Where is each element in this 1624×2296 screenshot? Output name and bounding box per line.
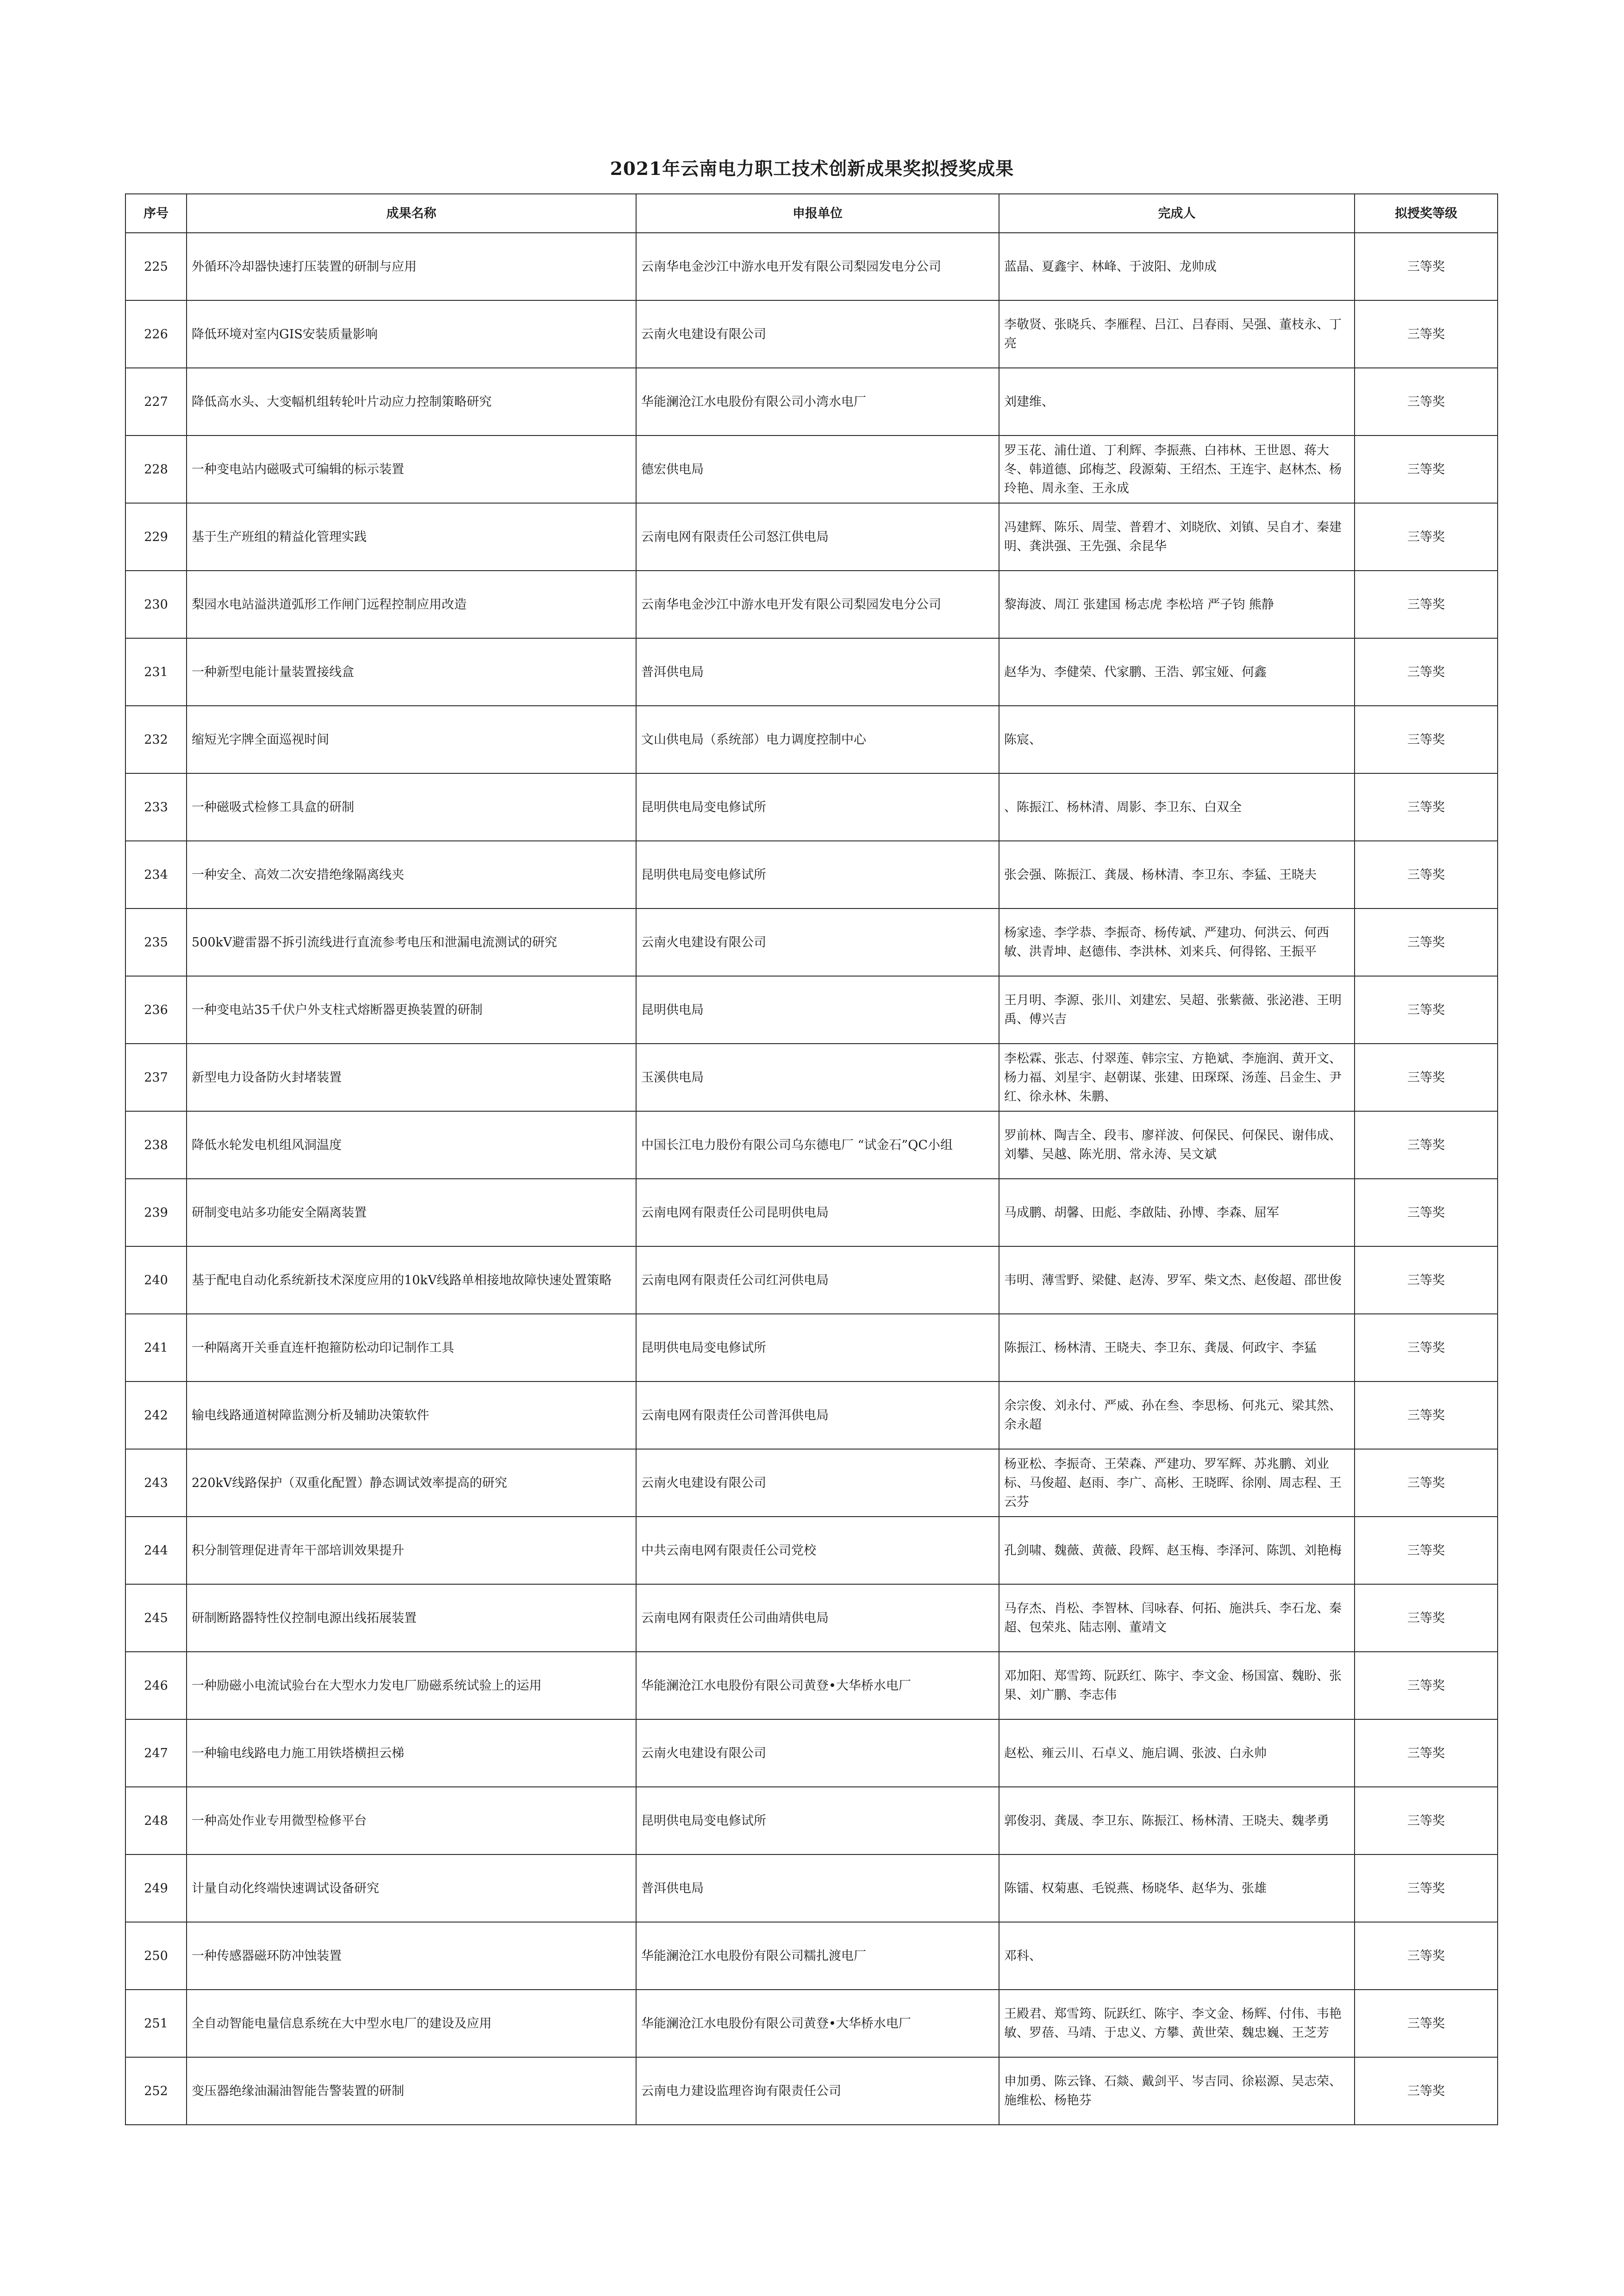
- cell-people: 陈宸、: [999, 706, 1355, 773]
- cell-people: 余宗俊、刘永付、严威、孙在叁、李思杨、何兆元、梁其然、余永超: [999, 1381, 1355, 1449]
- cell-no: 244: [125, 1517, 187, 1584]
- cell-unit: 云南电网有限责任公司曲靖供电局: [636, 1584, 999, 1652]
- cell-level: 三等奖: [1355, 1922, 1498, 1990]
- cell-people: 王月明、李源、张川、刘建宏、吴超、张紫薇、张泌港、王明禹、傅兴吉: [999, 976, 1355, 1044]
- cell-unit: 云南火电建设有限公司: [636, 908, 999, 976]
- cell-level: 三等奖: [1355, 1044, 1498, 1111]
- cell-no: 241: [125, 1314, 187, 1381]
- cell-no: 229: [125, 503, 187, 571]
- table-row: [125, 706, 1498, 773]
- cell-level: 三等奖: [1355, 1179, 1498, 1246]
- cell-people: 蓝晶、夏鑫宇、林峰、于波阳、龙帅成: [999, 233, 1355, 300]
- cell-name: 一种高处作业专用微型检修平台: [187, 1787, 636, 1854]
- table-row: [125, 1854, 1498, 1922]
- cell-unit: 云南华电金沙江中游水电开发有限公司梨园发电分公司: [636, 571, 999, 638]
- cell-name: 一种励磁小电流试验台在大型水力发电厂励磁系统试验上的运用: [187, 1652, 636, 1719]
- cell-unit: 昆明供电局: [636, 976, 999, 1044]
- table-row: [125, 976, 1498, 1044]
- cell-unit: 云南电网有限责任公司昆明供电局: [636, 1179, 999, 1246]
- table-row: [125, 1652, 1498, 1719]
- cell-no: 230: [125, 571, 187, 638]
- cell-level: 三等奖: [1355, 300, 1498, 368]
- cell-name: 全自动智能电量信息系统在大中型水电厂的建设及应用: [187, 1990, 636, 2057]
- table-row: [125, 1179, 1498, 1246]
- table-row: [125, 2057, 1498, 2125]
- cell-name: 一种安全、高效二次安措绝缘隔离线夹: [187, 841, 636, 908]
- cell-unit: 云南电力建设监理咨询有限责任公司: [636, 2057, 999, 2125]
- cell-unit: 德宏供电局: [636, 436, 999, 503]
- cell-name: 梨园水电站溢洪道弧形工作闸门远程控制应用改造: [187, 571, 636, 638]
- cell-unit: 华能澜沧江水电股份有限公司糯扎渡电厂: [636, 1922, 999, 1990]
- cell-unit: 云南华电金沙江中游水电开发有限公司梨园发电分公司: [636, 233, 999, 300]
- cell-level: 三等奖: [1355, 773, 1498, 841]
- cell-people: 邓科、: [999, 1922, 1355, 1990]
- cell-unit: 昆明供电局变电修试所: [636, 773, 999, 841]
- table-row: [125, 1111, 1498, 1179]
- table-row: [125, 1787, 1498, 1854]
- cell-people: 李松霖、张志、付翠莲、韩宗宝、方艳斌、李施润、黄开文、杨力福、刘星宇、赵朝谋、张建、田琛琛、汤莲、吕金生、尹红、徐永林、朱鹏、: [999, 1044, 1355, 1111]
- cell-people: 申加勇、陈云锋、石燚、戴剑平、岑吉同、徐崧源、吴志荣、施维松、杨艳芬: [999, 2057, 1355, 2125]
- header-no: 序号: [125, 194, 187, 233]
- cell-level: 三等奖: [1355, 1449, 1498, 1517]
- cell-name: 研制变电站多功能安全隔离装置: [187, 1179, 636, 1246]
- page-title: 2021年云南电力职工技术创新成果奖拟授奖成果: [610, 158, 1014, 180]
- cell-no: 248: [125, 1787, 187, 1854]
- cell-people: 邓加阳、郑雪筠、阮跃红、陈宇、李文金、杨国富、魏盼、张果、刘广鹏、李志伟: [999, 1652, 1355, 1719]
- cell-no: 233: [125, 773, 187, 841]
- cell-name: 220kV线路保护（双重化配置）静态调试效率提高的研究: [187, 1449, 636, 1517]
- cell-level: 三等奖: [1355, 1854, 1498, 1922]
- cell-no: 245: [125, 1584, 187, 1652]
- cell-name: 新型电力设备防火封堵装置: [187, 1044, 636, 1111]
- cell-people: 杨亚松、李振奇、王荣森、严建功、罗军辉、苏兆鹏、刘业标、马俊超、赵雨、李广、高彬、王晓晖、徐刚、周志程、王云芬: [999, 1449, 1355, 1517]
- header-unit: 申报单位: [636, 194, 999, 233]
- cell-unit: 云南电网有限责任公司怒江供电局: [636, 503, 999, 571]
- cell-no: 246: [125, 1652, 187, 1719]
- header-level: 拟授奖等级: [1355, 194, 1498, 233]
- cell-people: 陈镭、权菊惠、毛锐燕、杨晓华、赵华为、张雄: [999, 1854, 1355, 1922]
- table-row: [125, 773, 1498, 841]
- cell-level: 三等奖: [1355, 1246, 1498, 1314]
- cell-unit: 昆明供电局变电修试所: [636, 1787, 999, 1854]
- cell-name: 一种变电站35千伏户外支柱式熔断器更换装置的研制: [187, 976, 636, 1044]
- cell-unit: 云南电网有限责任公司红河供电局: [636, 1246, 999, 1314]
- cell-no: 243: [125, 1449, 187, 1517]
- cell-no: 235: [125, 908, 187, 976]
- cell-unit: 玉溪供电局: [636, 1044, 999, 1111]
- cell-no: 234: [125, 841, 187, 908]
- cell-name: 基于生产班组的精益化管理实践: [187, 503, 636, 571]
- cell-people: 王殿君、郑雪筠、阮跃红、陈宇、李文金、杨辉、付伟、韦艳敏、罗蓓、马靖、于忠义、方攀、黄世荣、魏忠巍、王芝芳: [999, 1990, 1355, 2057]
- table-row: [125, 1246, 1498, 1314]
- cell-level: 三等奖: [1355, 1517, 1498, 1584]
- cell-level: 三等奖: [1355, 638, 1498, 706]
- cell-name: 输电线路通道树障监测分析及辅助决策软件: [187, 1381, 636, 1449]
- cell-name: 外循环冷却器快速打压装置的研制与应用: [187, 233, 636, 300]
- cell-people: 赵松、雍云川、石卓义、施启调、张波、白永帅: [999, 1719, 1355, 1787]
- cell-name: 一种输电线路电力施工用铁塔横担云梯: [187, 1719, 636, 1787]
- table-row: [125, 368, 1498, 436]
- cell-people: 马成鹏、胡馨、田彪、李啟陆、孙博、李森、屈军: [999, 1179, 1355, 1246]
- cell-name: 计量自动化终端快速调试设备研究: [187, 1854, 636, 1922]
- cell-no: 251: [125, 1990, 187, 2057]
- cell-unit: 华能澜沧江水电股份有限公司小湾水电厂: [636, 368, 999, 436]
- cell-name: 降低水轮发电机组风洞温度: [187, 1111, 636, 1179]
- cell-level: 三等奖: [1355, 1381, 1498, 1449]
- cell-level: 三等奖: [1355, 1787, 1498, 1854]
- table-row: [125, 1719, 1498, 1787]
- cell-people: 冯建辉、陈乐、周莹、普碧才、刘晓欣、刘镇、吴自才、秦建明、龚洪强、王先强、余昆华: [999, 503, 1355, 571]
- cell-people: 李敬贤、张晓兵、李雁程、吕江、吕春雨、吴强、董枝永、丁亮: [999, 300, 1355, 368]
- cell-name: 研制断路器特性仪控制电源出线拓展装置: [187, 1584, 636, 1652]
- table-row: [125, 1381, 1498, 1449]
- cell-people: 罗玉花、浦仕道、丁利辉、李振燕、白祎林、王世恩、蒋大冬、韩道德、邱梅芝、段源菊、王绍杰、王连宇、赵林杰、杨玲艳、周永奎、王永成: [999, 436, 1355, 503]
- cell-level: 三等奖: [1355, 1111, 1498, 1179]
- table-row: [125, 1449, 1498, 1517]
- table-row: [125, 300, 1498, 368]
- table-row: [125, 1990, 1498, 2057]
- cell-name: 一种变电站内磁吸式可编辑的标示装置: [187, 436, 636, 503]
- cell-level: 三等奖: [1355, 233, 1498, 300]
- table-row: [125, 571, 1498, 638]
- header-people: 完成人: [999, 194, 1355, 233]
- cell-unit: 昆明供电局变电修试所: [636, 841, 999, 908]
- cell-level: 三等奖: [1355, 436, 1498, 503]
- cell-no: 225: [125, 233, 187, 300]
- table-row: [125, 1044, 1498, 1111]
- cell-name: 降低高水头、大变幅机组转轮叶片动应力控制策略研究: [187, 368, 636, 436]
- table-row: [125, 638, 1498, 706]
- cell-no: 236: [125, 976, 187, 1044]
- cell-no: 228: [125, 436, 187, 503]
- cell-no: 247: [125, 1719, 187, 1787]
- cell-unit: 华能澜沧江水电股份有限公司黄登•大华桥水电厂: [636, 1652, 999, 1719]
- cell-people: 、陈振江、杨林清、周影、李卫东、白双全: [999, 773, 1355, 841]
- table-row: [125, 1922, 1498, 1990]
- cell-name: 积分制管理促进青年干部培训效果提升: [187, 1517, 636, 1584]
- cell-name: 基于配电自动化系统新技术深度应用的10kV线路单相接地故障快速处置策略: [187, 1246, 636, 1314]
- cell-people: 马存杰、肖松、李智林、闫咏春、何拓、施洪兵、李石龙、秦超、包荣兆、陆志刚、董靖文: [999, 1584, 1355, 1652]
- cell-unit: 云南火电建设有限公司: [636, 300, 999, 368]
- award-table: [125, 193, 1498, 2125]
- cell-unit: 云南电网有限责任公司普洱供电局: [636, 1381, 999, 1449]
- cell-people: 韦明、薄雪野、梁健、赵涛、罗军、柴文杰、赵俊超、邵世俊: [999, 1246, 1355, 1314]
- cell-people: 郭俊羽、龚晟、李卫东、陈振江、杨林清、王晓夫、魏孝勇: [999, 1787, 1355, 1854]
- cell-unit: 华能澜沧江水电股份有限公司黄登•大华桥水电厂: [636, 1990, 999, 2057]
- cell-people: 孔剑啸、魏薇、黄薇、段辉、赵玉梅、李泽河、陈凯、刘艳梅: [999, 1517, 1355, 1584]
- table-row: [125, 503, 1498, 571]
- cell-unit: 昆明供电局变电修试所: [636, 1314, 999, 1381]
- cell-level: 三等奖: [1355, 503, 1498, 571]
- table-row: [125, 1584, 1498, 1652]
- cell-unit: 普洱供电局: [636, 1854, 999, 1922]
- cell-people: 张会强、陈振江、龚晟、杨林清、李卫东、李猛、王晓夫: [999, 841, 1355, 908]
- cell-name: 一种新型电能计量装置接线盒: [187, 638, 636, 706]
- cell-name: 一种隔离开关垂直连杆抱箍防松动印记制作工具: [187, 1314, 636, 1381]
- table-row: [125, 233, 1498, 300]
- cell-no: 237: [125, 1044, 187, 1111]
- cell-level: 三等奖: [1355, 908, 1498, 976]
- cell-no: 232: [125, 706, 187, 773]
- cell-people: 刘建维、: [999, 368, 1355, 436]
- cell-level: 三等奖: [1355, 571, 1498, 638]
- cell-people: 杨家逵、李学恭、李振奇、杨传斌、严建功、何洪云、何西敏、洪青坤、赵德伟、李洪林、刘来兵、何得铭、王振平: [999, 908, 1355, 976]
- cell-no: 238: [125, 1111, 187, 1179]
- table-row: [125, 841, 1498, 908]
- cell-name: 一种传感器磁环防冲蚀装置: [187, 1922, 636, 1990]
- table-body: [125, 233, 1498, 2125]
- cell-people: 罗前林、陶吉全、段韦、廖祥波、何保民、何保民、谢伟成、刘攀、吴越、陈光朋、常永涛、吴文斌: [999, 1111, 1355, 1179]
- cell-unit: 文山供电局（系统部）电力调度控制中心: [636, 706, 999, 773]
- cell-level: 三等奖: [1355, 1584, 1498, 1652]
- cell-level: 三等奖: [1355, 368, 1498, 436]
- cell-unit: 云南火电建设有限公司: [636, 1449, 999, 1517]
- cell-level: 三等奖: [1355, 706, 1498, 773]
- cell-no: 231: [125, 638, 187, 706]
- table-header-row: [125, 194, 1498, 233]
- cell-level: 三等奖: [1355, 2057, 1498, 2125]
- cell-unit: 云南火电建设有限公司: [636, 1719, 999, 1787]
- table-row: [125, 908, 1498, 976]
- cell-level: 三等奖: [1355, 841, 1498, 908]
- cell-level: 三等奖: [1355, 1990, 1498, 2057]
- cell-name: 降低环境对室内GIS安装质量影响: [187, 300, 636, 368]
- cell-level: 三等奖: [1355, 1314, 1498, 1381]
- table-row: [125, 1314, 1498, 1381]
- cell-name: 变压器绝缘油漏油智能告警装置的研制: [187, 2057, 636, 2125]
- cell-level: 三等奖: [1355, 1652, 1498, 1719]
- cell-no: 239: [125, 1179, 187, 1246]
- cell-no: 252: [125, 2057, 187, 2125]
- cell-no: 250: [125, 1922, 187, 1990]
- cell-no: 249: [125, 1854, 187, 1922]
- cell-level: 三等奖: [1355, 1719, 1498, 1787]
- cell-people: 黎海波、周江 张建国 杨志虎 李松培 严子钧 熊静: [999, 571, 1355, 638]
- table-row: [125, 436, 1498, 503]
- cell-no: 240: [125, 1246, 187, 1314]
- cell-no: 227: [125, 368, 187, 436]
- cell-unit: 中国长江电力股份有限公司乌东德电厂 “试金石”QC小组: [636, 1111, 999, 1179]
- cell-unit: 中共云南电网有限责任公司党校: [636, 1517, 999, 1584]
- cell-people: 陈振江、杨林清、王晓夫、李卫东、龚晟、何政宇、李猛: [999, 1314, 1355, 1381]
- cell-name: 缩短光字牌全面巡视时间: [187, 706, 636, 773]
- header-name: 成果名称: [187, 194, 636, 233]
- cell-no: 226: [125, 300, 187, 368]
- cell-name: 一种磁吸式检修工具盒的研制: [187, 773, 636, 841]
- cell-name: 500kV避雷器不拆引流线进行直流参考电压和泄漏电流测试的研究: [187, 908, 636, 976]
- cell-no: 242: [125, 1381, 187, 1449]
- cell-people: 赵华为、李健荣、代家鹏、王浩、郭宝娅、何鑫: [999, 638, 1355, 706]
- cell-unit: 普洱供电局: [636, 638, 999, 706]
- table-row: [125, 1517, 1498, 1584]
- cell-level: 三等奖: [1355, 976, 1498, 1044]
